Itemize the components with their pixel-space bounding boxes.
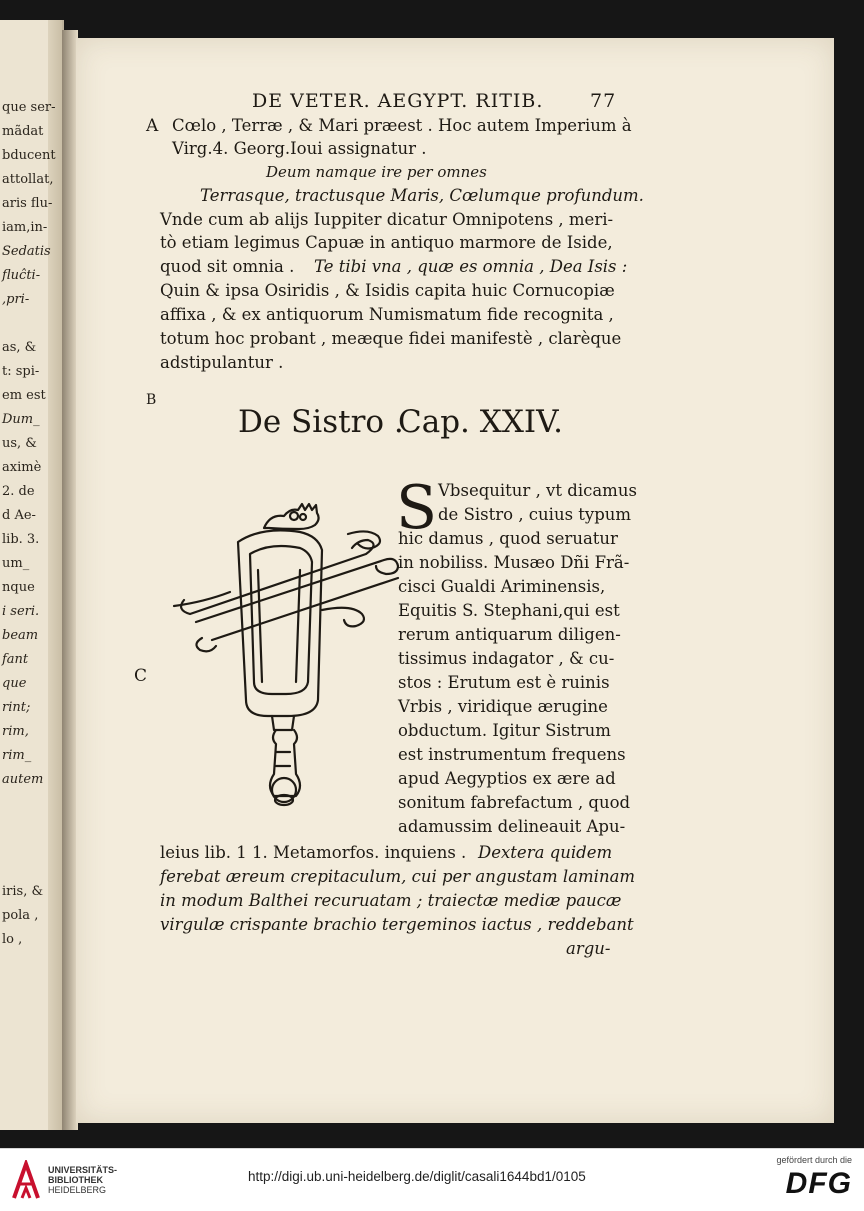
facing-page-fragment: lib. 3. [2, 532, 40, 547]
catchword: argu- [566, 939, 611, 958]
library-name-line: UNIVERSITÄTS- [48, 1165, 118, 1175]
facing-page-fragment: que [2, 676, 27, 691]
column-line: Equitis S. Stephani,qui est [398, 601, 620, 620]
facing-page-fragment: rint; [2, 700, 31, 715]
facing-page-fragment: aximè [2, 460, 42, 475]
facing-page-fragment: rim_ [2, 748, 32, 763]
column-line: de Sistro , cuius typum [438, 505, 632, 524]
text-line-italic: Te tibi vna , quæ es omnia , Dea Isis : [314, 257, 628, 276]
facing-page-fragment: iam,in- [2, 220, 48, 235]
text-line: leius lib. 1 1. Metamorfos. inquiens . [160, 843, 467, 862]
column-line: in nobiliss. Musæo Dñi Frã- [398, 553, 630, 572]
facing-page-fragment: que ser- [2, 100, 56, 115]
text-line-italic: virgulæ crispante brachio tergeminos iactus , reddebant [160, 915, 634, 934]
university-library-logo-icon [10, 1160, 42, 1200]
funding-note: gefördert durch die [776, 1155, 852, 1165]
column-line: rerum antiquarum diligen- [398, 625, 621, 644]
text-line: Virg.4. Georg.Ioui assignatur . [172, 139, 427, 158]
page-number: 77 [590, 90, 617, 112]
margin-letter-a: A [146, 116, 159, 136]
sistrum-woodcut-illustration [172, 490, 400, 810]
facing-page-fragment: beam [2, 628, 39, 643]
column-line: tissimus indagator , & cu- [398, 649, 615, 668]
column-line: sonitum fabrefactum , quod [398, 793, 631, 812]
text-line: totum hoc probant , meæque fidei manifestè , clarèque [160, 329, 622, 348]
column-line: stos : Erutum est è ruinis [398, 673, 610, 692]
column-line: est instrumentum frequens [398, 745, 626, 764]
library-name-line: HEIDELBERG [48, 1185, 107, 1195]
permalink-url[interactable]: http://digi.ub.uni-heidelberg.de/diglit/casali1644bd1/0105 [248, 1169, 586, 1184]
facing-page-fragment: rim, [2, 724, 29, 739]
facing-page-fragment: attollat, [2, 172, 54, 187]
facing-page-fragment: fant [2, 652, 29, 667]
facing-page-fragment: Sedatis [2, 244, 51, 259]
column-line: Vrbis , viridique ærugine [398, 697, 608, 716]
facing-page-fragment: lo , [2, 932, 23, 947]
facing-page-fragment: pola , [2, 908, 39, 923]
facing-page-fragment: um_ [2, 556, 30, 571]
facing-page-fragment: us, & [2, 436, 37, 451]
text-line-italic: in modum Balthei recuruatam ; traiectæ mediæ paucæ [160, 891, 622, 910]
text-line: Vnde cum ab alijs Iuppiter dicatur Omnipotens , meri- [160, 210, 614, 229]
text-line: adstipulantur . [160, 353, 284, 372]
facing-page-fragment: fluĉti- [2, 268, 41, 283]
margin-letter-c: C [134, 666, 148, 686]
text-line: quod sit omnia . [160, 257, 295, 276]
verse-line: Deum namque ire per omnes [266, 163, 487, 181]
text-line-italic: Dextera quidem [478, 843, 613, 862]
margin-letter-b: B [146, 392, 157, 408]
facing-page-fragment: as, & [2, 340, 37, 355]
facing-page-fragment: em est [2, 388, 46, 403]
facing-page-fragment: bducent [2, 148, 56, 163]
facing-page-fragment: 2. de [2, 484, 35, 499]
facing-page-fragment: mãdat [2, 124, 44, 139]
facing-page-fragment: Dum_ [2, 412, 40, 427]
column-line: adamussim delineauit Apu- [398, 817, 626, 836]
verse-line: Terrasque, tractusque Maris, Cœlumque profundum. [200, 186, 644, 205]
drop-cap: S [396, 473, 438, 543]
facing-page-fragment: nque [2, 580, 35, 595]
text-line-italic: ferebat æreum crepitaculum, cui per angustam laminam [160, 867, 636, 886]
text-line: Quin & ipsa Osiridis , & Isidis capita huic Cornucopiæ [160, 281, 615, 300]
facing-page-fragment: i seri. [2, 604, 40, 619]
dfg-logo[interactable]: DFG [785, 1167, 852, 1200]
library-logo[interactable] [10, 1158, 220, 1202]
library-name-line: BIBLIOTHEK [48, 1175, 103, 1185]
column-line: hic damus , quod seruatur [398, 529, 618, 548]
facing-page-fragment: aris flu- [2, 196, 53, 211]
running-title: DE VETER. AEGYPT. RITIB. [252, 90, 544, 112]
library-name [48, 1165, 117, 1195]
facing-page-fragment: iris, & [2, 884, 44, 899]
chapter-title: De Sistro . [238, 404, 404, 440]
column-line: cisci Gualdi Ariminensis, [398, 577, 606, 596]
text-line: tò etiam legimus Capuæ in antiquo marmore de Iside, [160, 233, 613, 252]
text-line: Cœlo , Terræ , & Mari præest . Hoc autem Imperium à [172, 116, 632, 135]
facing-page-fragment: t: spi- [2, 364, 40, 379]
facing-page-fragment: autem [2, 772, 44, 787]
text-line: affixa , & ex antiquorum Numismatum fide recognita , [160, 305, 614, 324]
viewer-footer [0, 1148, 864, 1211]
column-line: Vbsequitur , vt dicamus [438, 481, 637, 500]
column-line: obductum. Igitur Sistrum [398, 721, 611, 740]
column-line: apud Aegyptios ex ære ad [398, 769, 616, 788]
facing-page-fragment: ,pri- [2, 292, 30, 307]
chapter-number: Cap. XXIV. [398, 404, 563, 440]
facing-page-fragment: d Ae- [2, 508, 36, 523]
